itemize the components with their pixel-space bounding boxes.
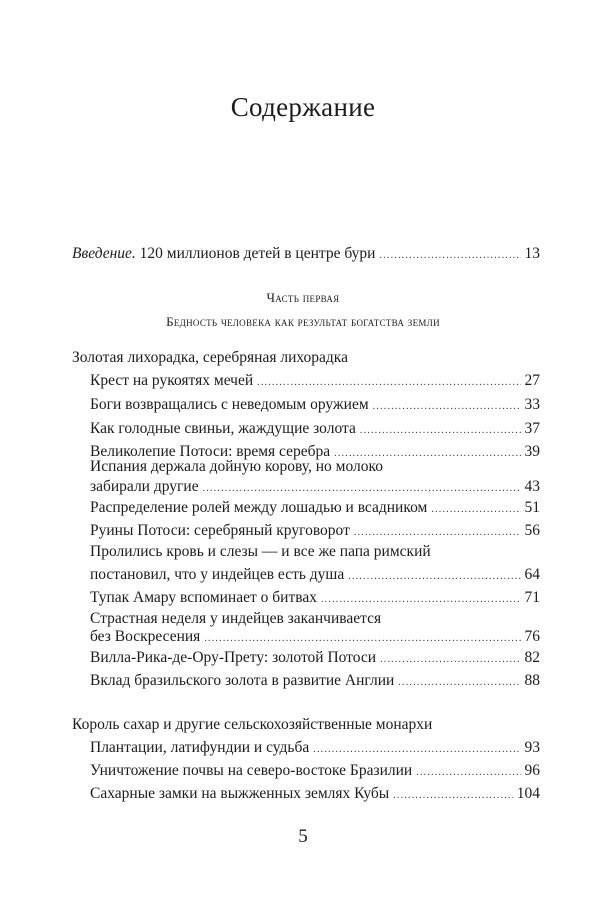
toc-entry-line1: Испания держала дойную корову, но молоко xyxy=(90,458,383,475)
part-name: Бедность человека как результат богатства земли xyxy=(166,314,440,329)
toc-page-number: 88 xyxy=(524,672,540,689)
leader-dots xyxy=(379,251,520,261)
leader-dots xyxy=(360,426,521,436)
toc-entry[interactable] xyxy=(90,421,540,437)
toc-entry-intro[interactable] xyxy=(72,246,540,262)
toc-page-number: 56 xyxy=(524,522,540,539)
leader-dots xyxy=(373,402,521,412)
toc-entry-text: Вклад бразильского золота в развитие Англии xyxy=(90,672,395,689)
toc-page-number: 43 xyxy=(524,478,540,495)
toc-entry-text: Вилла-Рика-де-Ору-Прету: золотой Потоси xyxy=(90,649,377,666)
toc-entry-text: Руины Потоси: серебряный круговорот xyxy=(90,522,350,539)
leader-dots xyxy=(431,505,520,515)
toc-entry-text: Крест на рукоятях мечей xyxy=(90,372,254,389)
toc-entry[interactable] xyxy=(90,397,540,413)
leader-dots xyxy=(398,678,520,688)
toc-page-number: 51 xyxy=(524,499,540,516)
toc-entry-text xyxy=(72,246,375,262)
toc-entry-text: Уничтожение почвы на северо-востоке Бразилии xyxy=(90,762,413,779)
toc-entry-text: забирали другие xyxy=(90,478,199,495)
toc-entry[interactable] xyxy=(90,763,540,779)
toc-page-number: 33 xyxy=(524,396,540,413)
leader-dots xyxy=(203,484,521,494)
toc-entry-text: Плантации, латифундии и судьба xyxy=(90,739,310,756)
toc-entry[interactable] xyxy=(90,479,540,495)
toc-entry-text: постановил, что у индейцев есть душа xyxy=(90,566,345,583)
page-title: Содержание xyxy=(230,92,376,122)
section-title: Золотая лихорадка, серебряная лихорадка xyxy=(72,349,348,366)
toc-page-number: 64 xyxy=(524,566,540,583)
toc-entry-line1: Пролились кровь и слезы — и все же папа римский xyxy=(90,543,431,560)
toc-page-number: 104 xyxy=(516,785,540,802)
toc-page-number: 93 xyxy=(524,739,540,756)
toc-page-number: 27 xyxy=(524,372,540,389)
leader-dots xyxy=(204,634,520,644)
toc-page-number: 76 xyxy=(524,628,540,645)
toc-page-number: 13 xyxy=(524,245,540,262)
toc-page-number: 37 xyxy=(524,420,540,437)
leader-dots xyxy=(354,528,521,538)
toc-entry[interactable] xyxy=(90,590,540,606)
toc-entry[interactable] xyxy=(90,673,540,689)
intro-label: Введение. xyxy=(72,245,136,262)
toc-entry[interactable] xyxy=(90,500,540,516)
leader-dots xyxy=(416,768,520,778)
page-number: 5 xyxy=(298,826,308,847)
toc-entry[interactable] xyxy=(90,740,540,756)
toc-page-number: 39 xyxy=(524,443,540,460)
toc-entry-text: Сахарные замки на выжженных землях Кубы xyxy=(90,785,390,802)
toc-entry-text: Тупак Амару вспоминает о битвах xyxy=(90,589,317,606)
toc-page-number: 96 xyxy=(524,762,540,779)
part-number: Часть первая xyxy=(266,290,340,305)
toc-entry[interactable] xyxy=(90,523,540,539)
leader-dots xyxy=(257,378,520,388)
toc-entry-text: Боги возвращались с неведомым оружием xyxy=(90,396,369,413)
toc-entry-text: Великолепие Потоси: время серебра xyxy=(90,443,331,460)
toc-entry[interactable] xyxy=(90,786,540,802)
intro-text: 120 миллионов детей в центре бури xyxy=(139,245,376,262)
leader-dots xyxy=(321,595,521,605)
toc-entry[interactable] xyxy=(90,650,540,666)
toc-entry[interactable] xyxy=(90,567,540,583)
leader-dots xyxy=(380,655,520,665)
leader-dots xyxy=(313,745,520,755)
toc-entry-text: Как голодные свиньи, жаждущие золота xyxy=(90,420,356,437)
toc-page-number: 71 xyxy=(524,589,540,606)
toc-entry[interactable] xyxy=(90,373,540,389)
toc-entry-text: без Воскресения xyxy=(90,628,201,645)
toc-page-number: 82 xyxy=(524,649,540,666)
section-title: Король сахар и другие сельскохозяйственные монархи xyxy=(72,716,433,733)
leader-dots xyxy=(393,791,513,801)
toc-entry[interactable] xyxy=(90,629,540,645)
toc-entry-text: Распределение ролей между лошадью и всадником xyxy=(90,499,428,516)
toc-entry-line1: Страстная неделя у индейцев заканчивается xyxy=(90,610,382,627)
leader-dots xyxy=(348,572,520,582)
